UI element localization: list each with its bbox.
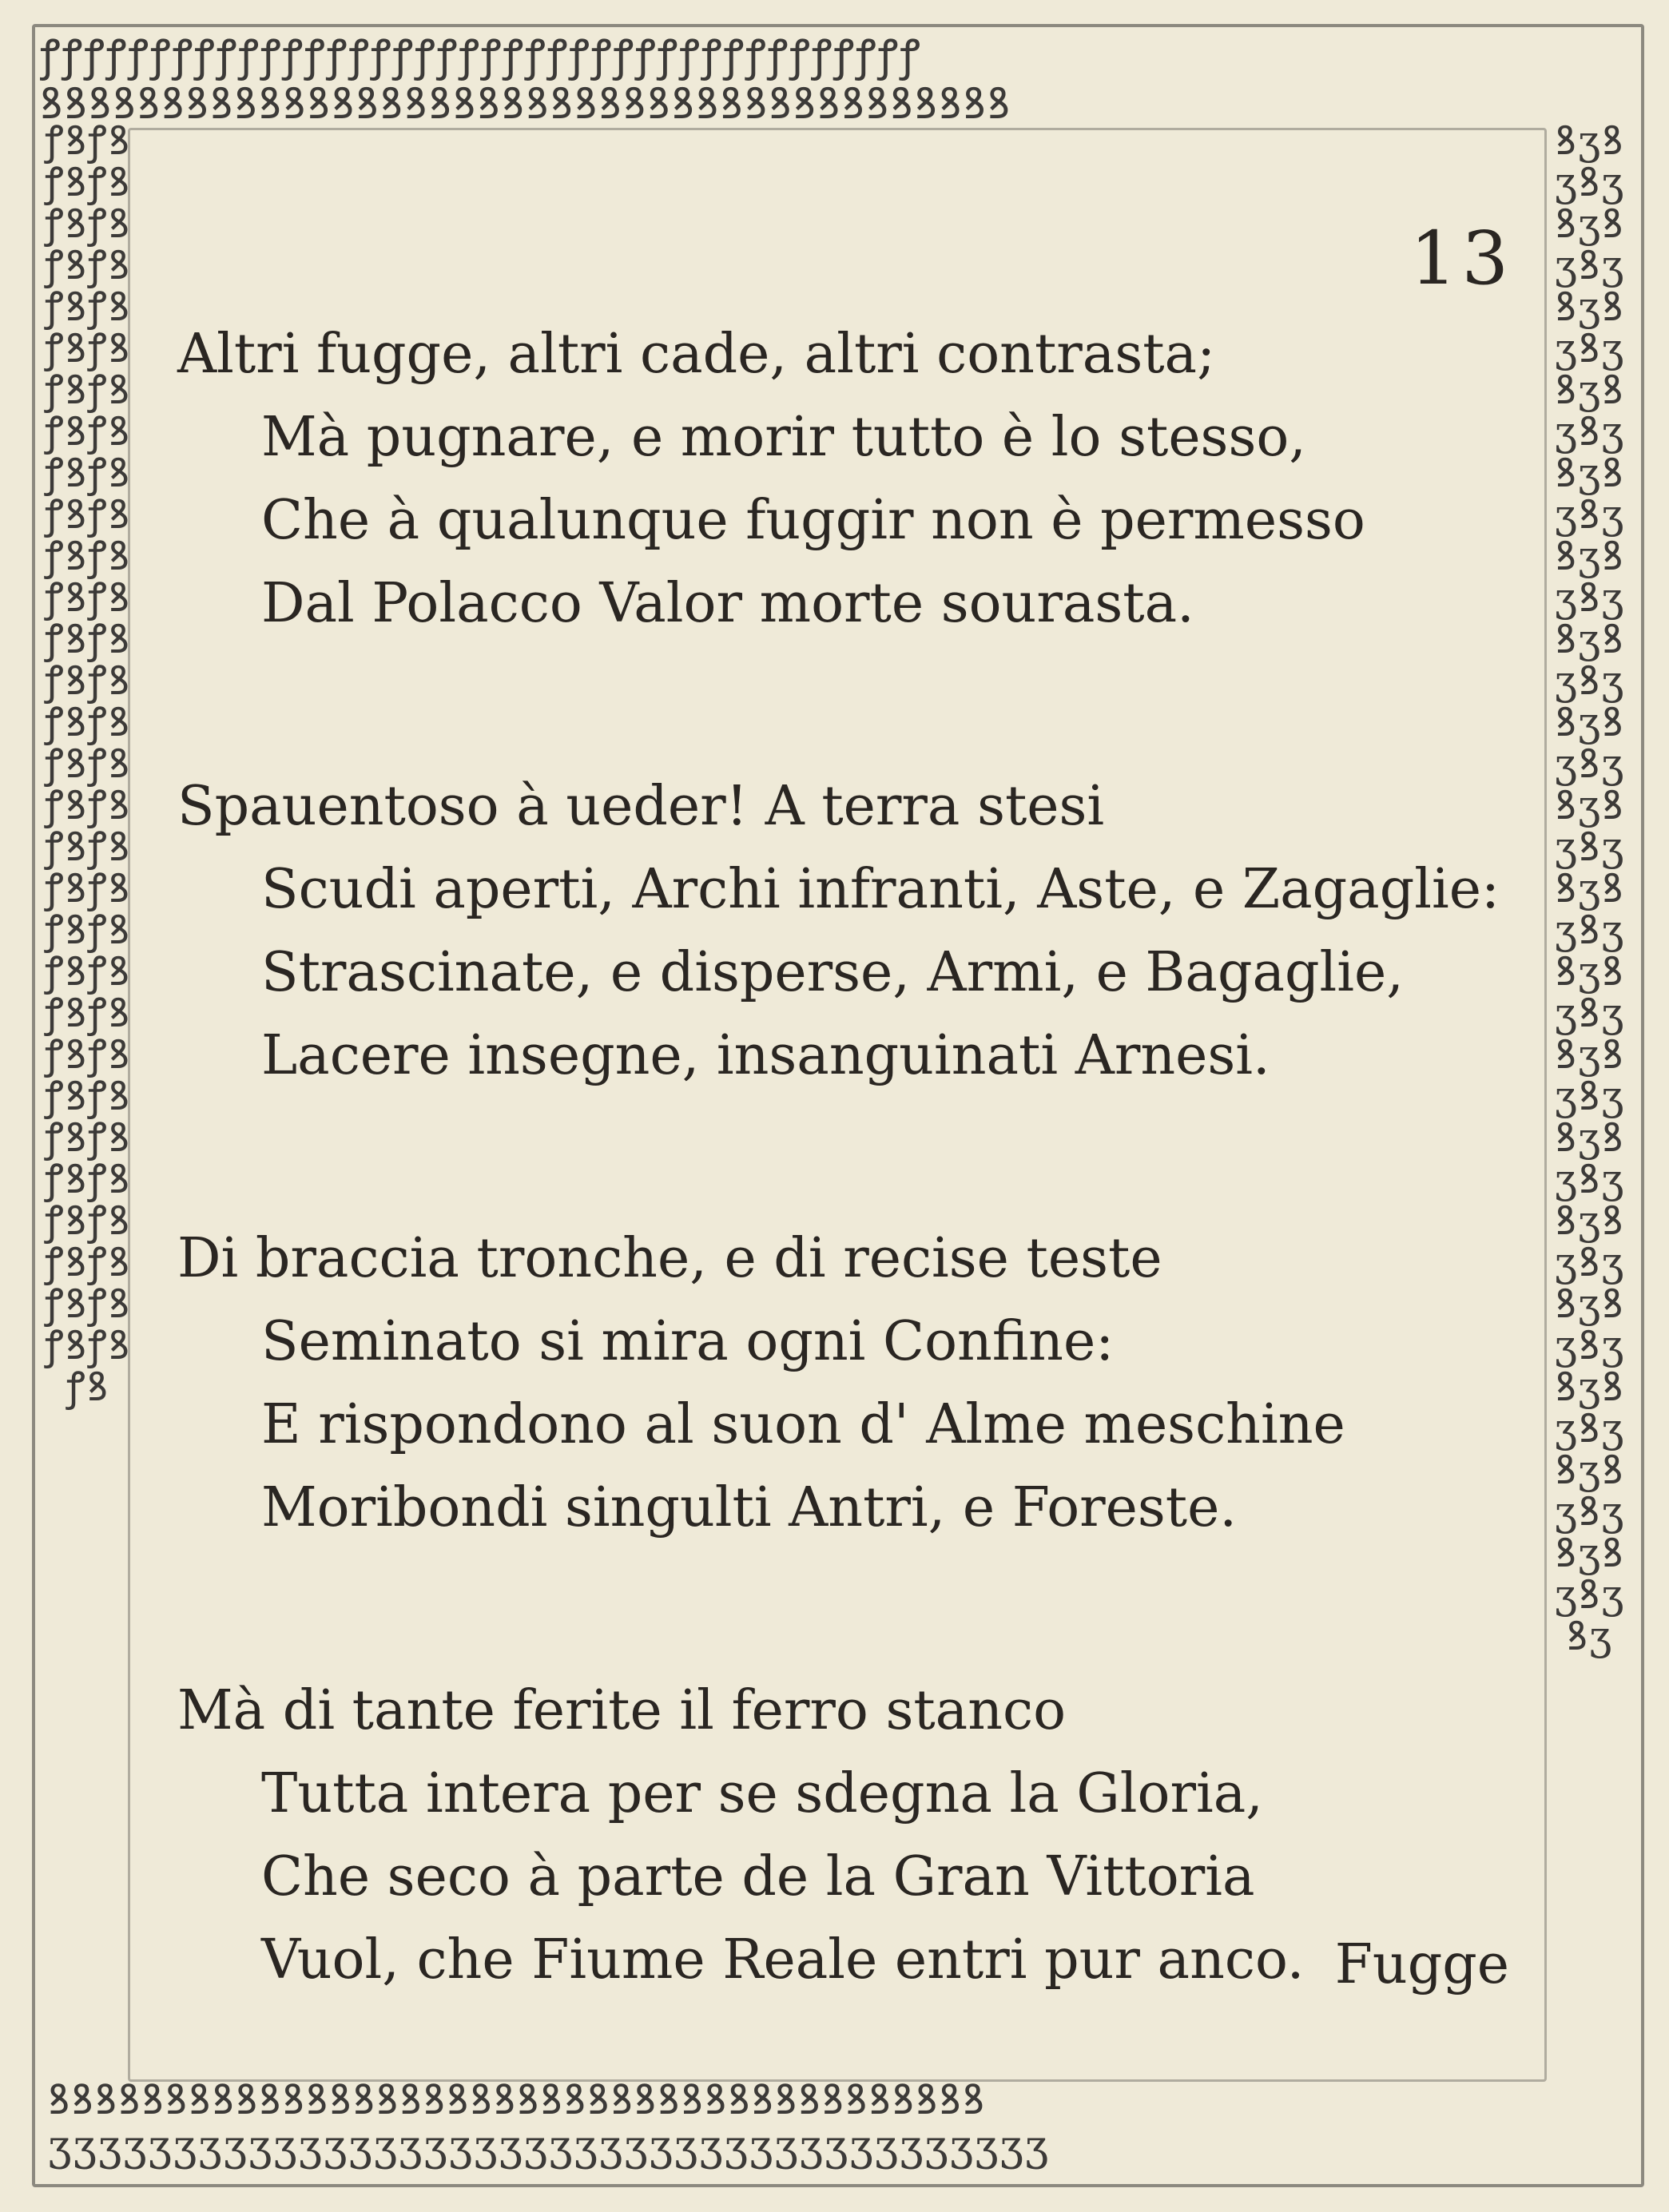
verse-line: Dal Polacco Valor morte sourasta. <box>261 572 1194 635</box>
verse-line: Scudi aperti, Archi infranti, Aste, e Zagaglie: <box>261 858 1500 921</box>
page-number: 13 <box>1409 216 1513 301</box>
verse-line: Che à qualunque fuggir non è permesso <box>261 489 1365 552</box>
verse-line: Mà di tante ferite il ferro stanco <box>177 1679 1067 1742</box>
ornamental-border-left: ꝭꝸꝭꝸꝭꝸꝭꝸꝭꝸꝭꝸꝭꝸꝭꝸꝭꝸꝭꝸꝭꝸꝭꝸꝭꝸꝭꝸꝭꝸꝭꝸꝭꝸꝭꝸꝭꝸꝭꝸꝭꝸꝭꝸꝭꝸꝭꝸꝭꝸꝭꝸꝭꝸꝭꝸꝭꝸꝭꝸꝭꝸꝭꝸꝭꝸꝭꝸꝭꝸꝭꝸꝭꝸꝭꝸꝭꝸꝭꝸꝭꝸꝭꝸꝭꝸꝭꝸꝭꝸꝭꝸꝭꝸꝭꝸꝭꝸꝭꝸꝭꝸꝭꝸꝭꝸꝭꝸꝭꝸꝭꝸꝭꝸꝭꝸꝭꝸꝭꝸꝭꝸ <box>45 120 131 1410</box>
ornamental-border-bottom: ꝸꝸꝸꝸꝸꝸꝸꝸꝸꝸꝸꝸꝸꝸꝸꝸꝸꝸꝸꝸꝸꝸꝸꝸꝸꝸꝸꝸꝸꝸꝸꝸꝸꝸꝸꝸꝸꝸꝸꝸ ʒʒʒʒʒʒʒʒʒʒʒʒʒʒʒʒʒʒʒʒʒʒʒʒʒʒʒʒʒʒʒʒʒʒʒʒʒʒʒʒ <box>48 2077 1051 2170</box>
verse-line: Lacere insegne, insanguinati Arnesi. <box>261 1024 1270 1087</box>
verse-line: Strascinate, e disperse, Armi, e Bagaglie, <box>261 941 1404 1004</box>
catchword: Fugge <box>1334 1933 1509 1996</box>
verse-line: Di braccia tronche, e di recise teste <box>177 1227 1162 1290</box>
ornamental-border-right: ꝸʒꝸʒꝸʒꝸʒꝸʒꝸʒꝸʒꝸʒꝸʒꝸʒꝸʒꝸʒꝸʒꝸʒꝸʒꝸʒꝸʒꝸʒꝸʒꝸʒꝸʒꝸʒꝸʒꝸʒꝸʒꝸʒꝸʒꝸʒꝸʒꝸʒꝸʒꝸʒꝸʒꝸʒꝸʒꝸʒꝸʒꝸʒꝸʒꝸʒꝸʒꝸʒꝸʒꝸʒꝸʒꝸʒꝸʒꝸʒꝸʒꝸʒꝸʒꝸʒꝸʒꝸʒꝸʒ <box>1554 120 1626 1659</box>
verse-line: Seminato si mira ogni Confine: <box>261 1310 1115 1373</box>
verse-line: Tutta intera per se sdegna la Gloria, <box>261 1762 1263 1825</box>
stanza <box>177 313 1536 645</box>
verse-line: Altri fugge, altri cade, altri contrasta; <box>177 323 1216 386</box>
ornamental-border-top: ꝭꝭꝭꝭꝭꝭꝭꝭꝭꝭꝭꝭꝭꝭꝭꝭꝭꝭꝭꝭꝭꝭꝭꝭꝭꝭꝭꝭꝭꝭꝭꝭꝭꝭꝭꝭꝭꝭꝭꝭ ꝸꝸꝸꝸꝸꝸꝸꝸꝸꝸꝸꝸꝸꝸꝸꝸꝸꝸꝸꝸꝸꝸꝸꝸꝸꝸꝸꝸꝸꝸꝸꝸꝸꝸꝸꝸꝸꝸꝸꝸ <box>40 32 1012 129</box>
verse-line: Che seco à parte de la Gran Vittoria <box>261 1845 1255 1908</box>
stanza <box>177 1670 1536 2002</box>
stanza <box>177 765 1536 1098</box>
verse-line: E rispondono al suon d' Alme meschine <box>261 1393 1345 1456</box>
verse-line: Moribondi singulti Antri, e Foreste. <box>261 1476 1237 1539</box>
verse-line: Spauentoso à ueder! A terra stesi <box>177 775 1105 838</box>
poem-body <box>177 313 1536 2122</box>
verse-line: Vuol, che Fiume Reale entri pur anco. <box>261 1928 1305 1992</box>
stanza <box>177 1217 1536 1550</box>
verse-line: Mà pugnare, e morir tutto è lo stesso, <box>261 406 1306 469</box>
